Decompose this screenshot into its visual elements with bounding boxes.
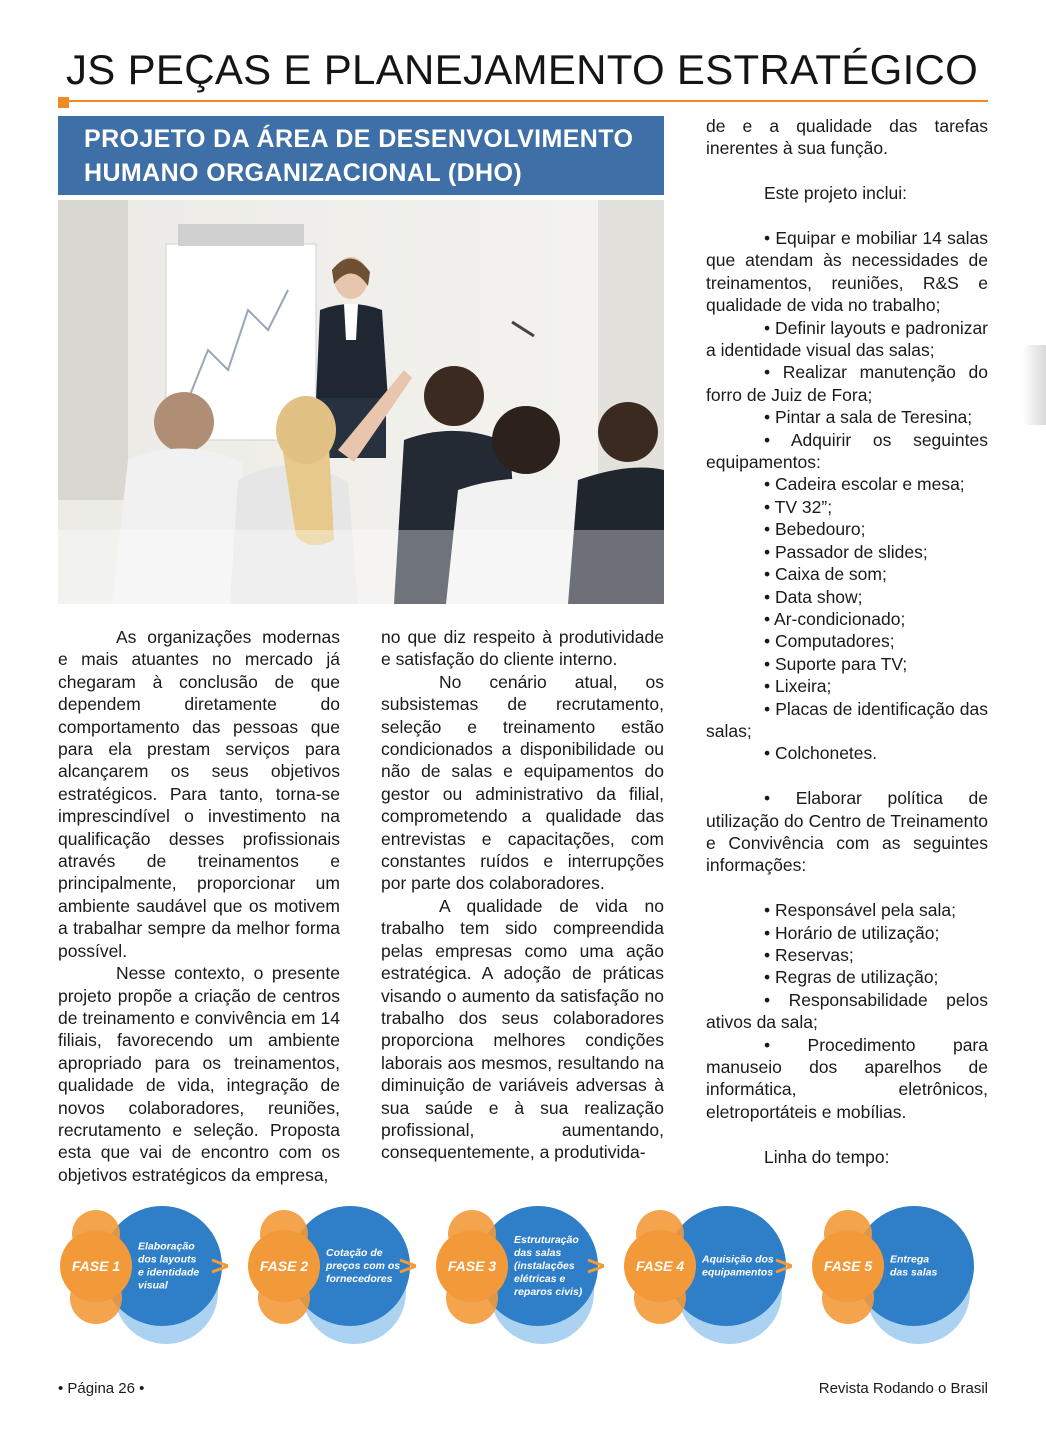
list-item: • Passador de slides;	[764, 541, 928, 562]
list-item: • Suporte para TV;	[764, 653, 908, 674]
list-item: • Colchonetes.	[764, 743, 878, 764]
list-item: • Data show;	[764, 586, 863, 607]
article-column-3	[706, 115, 988, 1168]
list-item: • Lixeira;	[764, 676, 832, 697]
paragraph: As organizações modernas e mais atuantes no mercado já chegaram à conclusão de que dependem diretamente do comportamento das pessoas que para ela prestam serviços para alcançarem os seus objetivos estratégicos. Para tanto, torna-se imprescindível o investimento na qualificação desses profissionais através de treinamentos e principalmente, proporcionar um ambiente saudável que os motivem a trabalhar sempre da melhor forma possível.	[58, 627, 340, 961]
phase-description: fornecedores	[326, 1273, 393, 1285]
timeline-phase	[622, 1200, 792, 1350]
phase-label: FASE 4	[635, 1258, 685, 1274]
list-item: • Cadeira escolar e mesa;	[764, 474, 965, 495]
phase-description: e identidade	[138, 1266, 200, 1279]
training-room-photo	[58, 200, 664, 604]
list-item: • Bebedouro;	[764, 519, 866, 540]
phase-description: Cotação de	[326, 1247, 383, 1259]
list-item: • Procedimento para manuseio dos aparelhos de informática, eletrônicos, eletroportáteis e mobílias.	[706, 1034, 988, 1122]
paragraph: Nesse contexto, o presente projeto propõe a criação de centros de treinamento e convivência em 14 filiais, favorecendo um ambiente apropriado para os treinamentos, qualidade de vida, integração de novos colaboradores, reuniões, recrutamento e seleção. Proposta esta que vai de encontro com os objetivos estratégicos da empresa,	[58, 963, 340, 1185]
phase-label: FASE 5	[823, 1258, 873, 1274]
list-item: • Realizar manutenção do forro de Juiz de Fora;	[706, 362, 988, 405]
paragraph: de e a qualidade das tarefas inerentes à sua função.	[706, 116, 988, 159]
paragraph: no que diz respeito à produtividade e satisfação do cliente interno.	[381, 627, 664, 670]
timeline-phase	[434, 1200, 604, 1350]
phase-label: FASE 1	[71, 1258, 121, 1274]
phase-description: visual	[138, 1279, 168, 1292]
phase-description: dos layouts	[138, 1253, 197, 1266]
phase-description: reparos civis)	[514, 1286, 583, 1298]
list-item: • Pintar a sala de Teresina;	[764, 407, 973, 428]
list-item: • Placas de identificação das salas;	[706, 698, 988, 741]
list-item: • Equipar e mobiliar 14 salas que atendam às necessidades de treinamentos, reuniões, R&S e qualidade de vida no trabalho;	[706, 228, 988, 316]
timeline-phase	[810, 1200, 980, 1350]
phase-description: Estruturação	[514, 1234, 579, 1246]
list-item: • Reservas;	[764, 944, 854, 965]
section-heading-line-1: PROJETO DA ÁREA DE DESENVOLVIMENTO	[84, 125, 634, 153]
list-item: • Definir layouts e padronizar a identidade visual das salas;	[706, 317, 989, 361]
phase-label: FASE 3	[447, 1258, 497, 1274]
title-rule	[68, 100, 988, 102]
timeline	[58, 1200, 988, 1350]
list-intro: Este projeto inclui:	[764, 183, 907, 204]
article-column-2	[381, 626, 664, 1164]
section-heading-line-2: HUMANO ORGANIZACIONAL (DHO)	[84, 159, 523, 187]
phase-description: preços com os	[326, 1260, 401, 1272]
article-column-1	[58, 626, 340, 1186]
phase-description: Elaboração	[138, 1240, 195, 1253]
title-accent-square	[58, 97, 69, 108]
phase-description: equipamentos	[702, 1266, 774, 1279]
timeline-phase	[58, 1200, 228, 1350]
page-title: JS PEÇAS E PLANEJAMENTO ESTRATÉGICO	[66, 46, 979, 93]
timeline-phase	[246, 1200, 416, 1350]
phase-description: das salas	[890, 1266, 938, 1279]
phase-description: Aquisição dos	[702, 1253, 774, 1266]
magazine-name: Revista Rodando o Brasil	[818, 1380, 988, 1397]
list-item: • Adquirir os seguintes equipamentos:	[706, 429, 988, 473]
list-item: • Responsabilidade pelos ativos da sala;	[706, 989, 988, 1033]
list-item: • Ar-condicionado;	[764, 608, 906, 629]
paragraph: A qualidade de vida no trabalho tem sido compreendida pelas empresas como uma ação estratégica. A adoção de práticas visando o aumento da satisfação no trabalho dos seus colaboradores proporciona melhores condições laborais aos mesmos, resultando na diminuição de variáveis adversas à sua saúde e à sua realização profissional, aumentando, consequentemente, a produtivida-	[381, 895, 664, 1163]
phase-description: Entrega	[890, 1253, 930, 1266]
paragraph: No cenário atual, os subsistemas de recrutamento, seleção e treinamento estão condicionados a disponibilidade ou não de salas e equipamentos do gestor ou administrativo da filial, comprometendo a qualidade das entrevistas e capacitações, com constantes ruídos e interrupções por parte dos colaboradores.	[381, 671, 664, 894]
list-item: • Horário de utilização;	[764, 922, 940, 943]
phase-description: (instalações	[514, 1260, 575, 1272]
list-item: • TV 32”;	[764, 496, 833, 517]
list-item: • Elaborar política de utilização do Centro de Treinamento e Convivência com as seguintes informações:	[706, 788, 988, 876]
phase-description: elétricas e	[514, 1273, 566, 1285]
page-number: • Página 26 •	[58, 1380, 145, 1397]
section-heading	[58, 116, 664, 195]
list-item: • Computadores;	[764, 631, 895, 652]
page-edge-tab	[1022, 345, 1046, 425]
phase-description: das salas	[514, 1247, 562, 1259]
list-item: • Responsável pela sala;	[764, 900, 956, 921]
list-item: • Caixa de som;	[764, 564, 887, 585]
timeline-label: Linha do tempo:	[764, 1146, 890, 1167]
phase-label: FASE 2	[259, 1258, 309, 1274]
list-item: • Regras de utilização;	[764, 967, 939, 988]
